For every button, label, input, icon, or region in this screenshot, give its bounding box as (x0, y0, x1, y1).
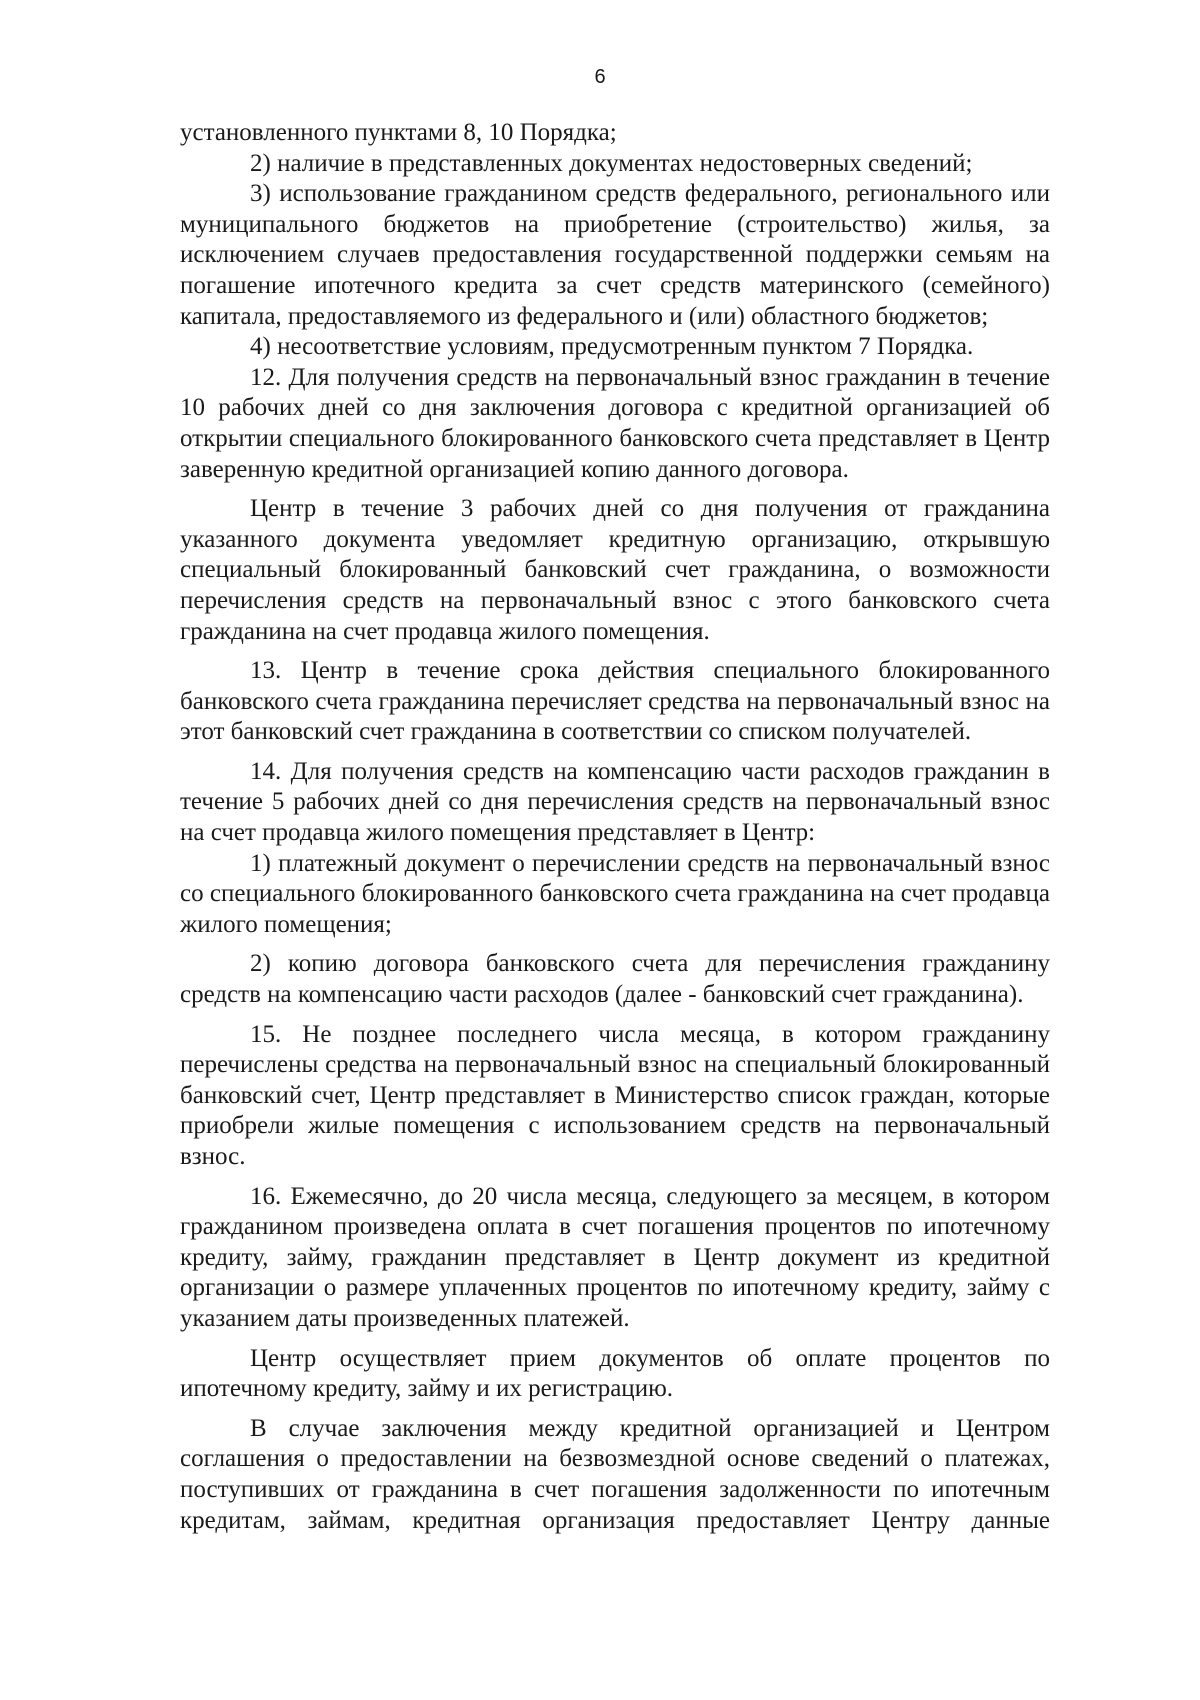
clause-14: 14. Для получения средств на компенсацию части расходов гражданин в течение 5 рабочих дней со дня перечисления средств на первоначальный взнос на счет продавца жилого помещения представляет в Центр: (180, 757, 1050, 847)
list-item-2: 2) наличие в представленных документах недостоверных сведений; (250, 149, 973, 177)
page-number: 6 (594, 66, 606, 88)
paragraph-continuation: установленного пунктами 8, 10 Порядка; (180, 119, 617, 146)
clause-14-item-1: 1) платежный документ о перечислении средств на первоначальный взнос со специального блокированного банковского счета гражданина на счет продавца жилого помещения; (180, 849, 1050, 938)
list-item-4: 4) несоответствие условиям, предусмотренным пунктом 7 Порядка. (250, 333, 974, 361)
clause-15: 15. Не позднее последнего числа месяца, в котором гражданину перечислены средства на первоначальный взнос на специальный блокированный банковский счет, Центр представляет в Министерство список граждан, которые приобрели жилые помещения с использованием средств на первоначальный взнос. (180, 1020, 1050, 1170)
document-body (180, 118, 1050, 1536)
clause-12: 12. Для получения средств на первоначальный взнос гражданин в течение 10 рабочих дней со дня заключения договора с кредитной организацией об открытии специального блокированного банковского счета представляет в Центр заверенную кредитной организацией копию данного договора. (180, 363, 1050, 483)
clause-16: 16. Ежемесячно, до 20 числа месяца, следующего за месяцем, в котором гражданином произведена оплата в счет погашения процентов по ипотечному кредиту, займу, гражданин представляет в Центр документ из кредитной организации о размере уплаченных процентов по ипотечному кредиту, займу с указанием даты произведенных платежей. (180, 1182, 1050, 1332)
clause-14-item-2: 2) копию договора банковского счета для перечисления гражданину средств на компенсацию части расходов (далее - банковский счет гражданина). (180, 950, 1050, 1009)
list-item-3: 3) использование гражданином средств федерального, регионального или муниципального бюджетов на приобретение (строительство) жилья, за исключением случаев предоставления государственной поддержки семьям на погашение ипотечного кредита за счет средств материнского (семейного) капитала, предоставляемого из федерального и (или) областного бюджетов; (180, 180, 1050, 330)
clause-16-paragraph-3: В случае заключения между кредитной организацией и Центром соглашения о предоставлении на безвозмездной основе сведений о платежах, поступивших от гражданина в счет погашения задолженности по ипотечным кредитам, займам, кредитная организация предоставляет Центру данные (180, 1414, 1050, 1534)
clause-13: 13. Центр в течение срока действия специального блокированного банковского счета гражданина перечисляет средства на первоначальный взнос на этот банковский счет гражданина в соответствии со списком получателей. (180, 657, 1050, 746)
clause-16-paragraph-2: Центр осуществляет прием документов об оплате процентов по ипотечному кредиту, займу и их регистрацию. (180, 1344, 1050, 1403)
clause-12-paragraph-2: Центр в течение 3 рабочих дней со дня получения от гражданина указанного документа уведомляет кредитную организацию, открывшую специальный блокированный банковский счет гражданина, о возможности перечисления средств на первоначальный взнос с этого банковского счета гражданина на счет продавца жилого помещения. (180, 495, 1050, 645)
